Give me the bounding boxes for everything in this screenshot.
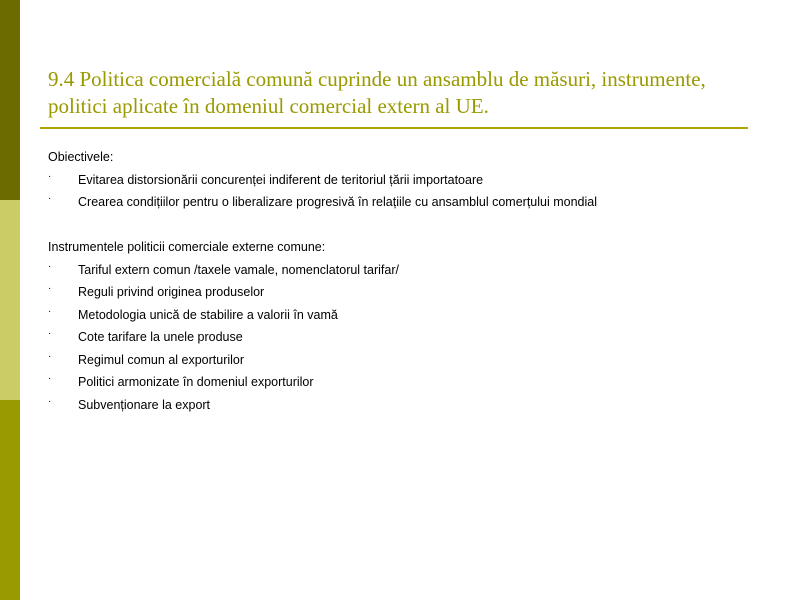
list-item-text: Cote tarifare la unele produse [78, 330, 243, 344]
bullet-icon: · [48, 328, 52, 339]
slide-body [48, 146, 768, 416]
list-item-text: Metodologia unică de stabilire a valorii în vamă [78, 307, 338, 322]
list-item-text: Evitarea distorsionării concurenței indiferent de teritoriul țării importatoare [78, 172, 484, 187]
objectives-heading [48, 146, 768, 169]
sidebar-segment-bottom [0, 400, 20, 600]
bullet-icon: · [48, 373, 52, 384]
list-item [48, 371, 768, 394]
list-item-text: Crearea condițiilor pentru o liberalizare progresivă în relațiile cu ansamblul comerțului mondial [78, 195, 598, 209]
bullet-icon: · [48, 260, 52, 272]
title-divider [40, 127, 748, 129]
list-item-text: Subvenționare la export [78, 397, 211, 412]
slide-title-line-1: 9.4 Politica comercială comună cuprinde un ansamblu de măsuri, instrumente, [48, 67, 706, 91]
spacer [48, 214, 768, 237]
list-item [48, 169, 768, 192]
bullet-icon: · [48, 170, 52, 182]
bullet-icon: · [48, 193, 52, 204]
objectives-heading-text: Obiectivele: [48, 150, 114, 164]
list-item [48, 394, 768, 417]
slide-title-line-2: politici aplicate în domeniul comercial extern al UE. [48, 94, 489, 118]
list-item-text: Regimul comun al exporturilor [78, 352, 245, 367]
sidebar-segment-middle [0, 200, 20, 400]
instruments-heading [48, 236, 768, 259]
list-item-text: Reguli privind originea produselor [78, 285, 265, 299]
list-item-text: Politici armonizate în domeniul exporturilor [78, 375, 314, 389]
list-item-text: Tariful extern comun /taxele vamale, nomenclatorul tarifar/ [78, 262, 399, 277]
sidebar-decoration [0, 0, 20, 600]
list-item [48, 349, 768, 372]
list-item [48, 191, 768, 214]
bullet-icon: · [48, 395, 52, 407]
slide-title [48, 66, 768, 120]
list-item [48, 304, 768, 327]
bullet-icon: · [48, 305, 52, 317]
list-item [48, 259, 768, 282]
bullet-icon: · [48, 283, 52, 294]
instruments-heading-text: Instrumentele politicii comerciale externe comune: [48, 240, 326, 254]
list-item [48, 281, 768, 304]
list-item [48, 326, 768, 349]
bullet-icon: · [48, 350, 52, 362]
sidebar-segment-top [0, 0, 20, 200]
